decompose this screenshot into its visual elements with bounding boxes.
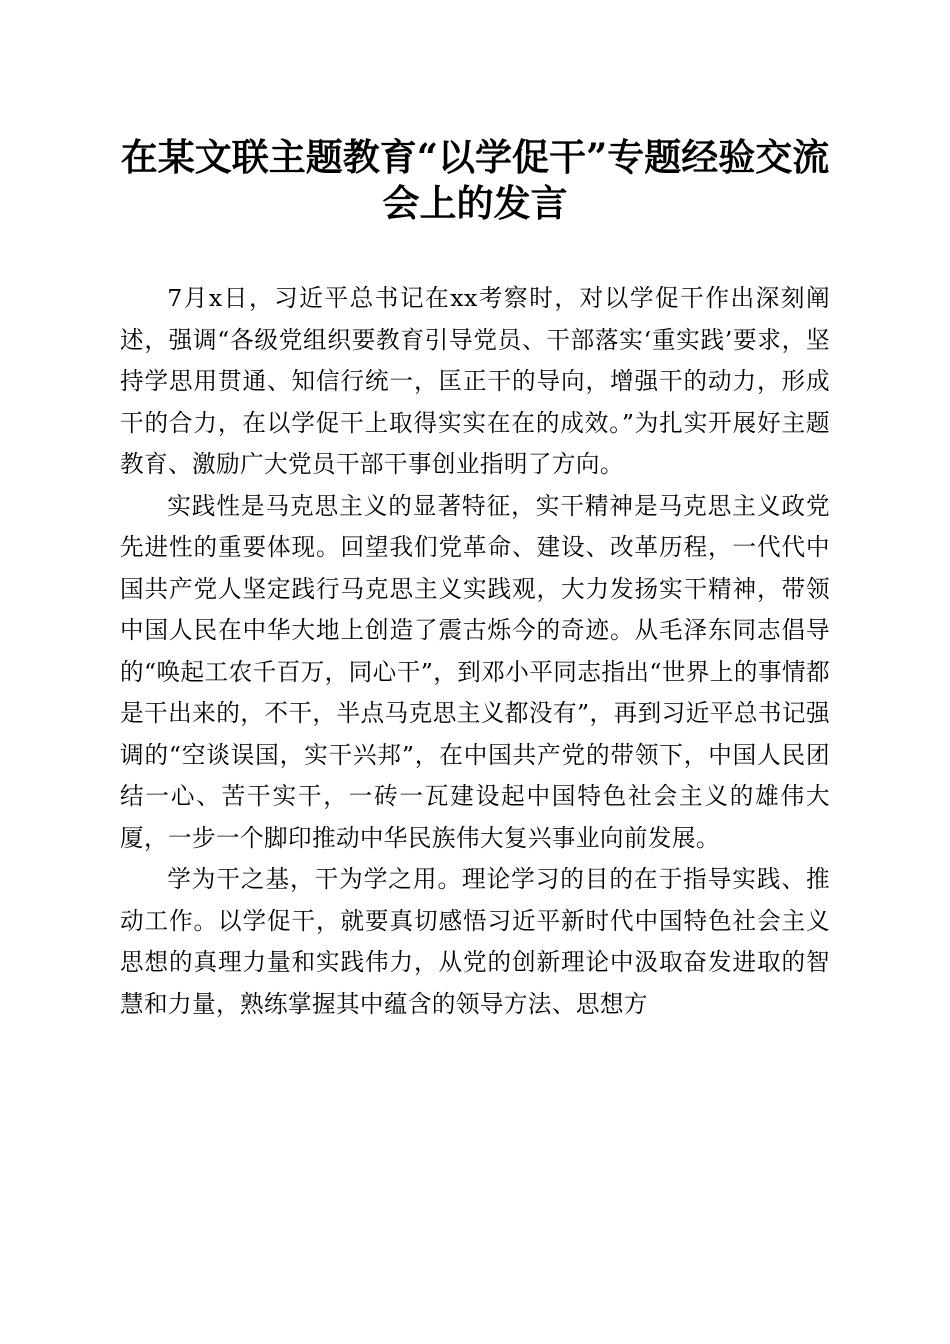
document-title — [100, 134, 850, 226]
title-line-2: 会上的发言 — [382, 181, 568, 225]
document-body — [120, 278, 830, 1025]
paragraph-1: 7月x日，习近平总书记在xx考察时，对以学促干作出深刻阐述，强调“各级党组织要教育引导党员、干部落实‘重实践’要求，坚持学思用贯通、知信行统一，匡正干的导向，增强干的动力，形成干的合力，在以学促干上取得实实在在的成效。”为扎实开展好主题教育、激励广大党员干部干事创业指明了方向。 — [120, 284, 830, 478]
title-line-1: 在某文联主题教育“以学促干”专题经验交流 — [120, 135, 830, 179]
paragraph-2: 实践性是马克思主义的显著特征，实干精神是马克思主义政党先进性的重要体现。回望我们党革命、建设、改革历程，一代代中国共产党人坚定践行马克思主义实践观，大力发扬实干精神，带领中国人民在中华大地上创造了震古烁今的奇迹。从毛泽东同志倡导的“唤起工农千百万，同心干”，到邓小平同志指出“世界上的事情都是干出来的，不干，半点马克思主义都没有”，再到习近平总书记强调的“空谈误国，实干兴邦”，在中国共产党的带领下，中国人民团结一心、苦干实干，一砖一瓦建设起中国特色社会主义的雄伟大厦，一步一个脚印推动中华民族伟大复兴事业向前发展。 — [120, 491, 830, 852]
paragraph-3: 学为干之基，干为学之用。理论学习的目的在于指导实践、推动工作。以学促干，就要真切感悟习近平新时代中国特色社会主义思想的真理力量和实践伟力，从党的创新理论中汲取奋发进取的智慧和力量，熟练掌握其中蕴含的领导方法、思想方 — [120, 865, 830, 1018]
